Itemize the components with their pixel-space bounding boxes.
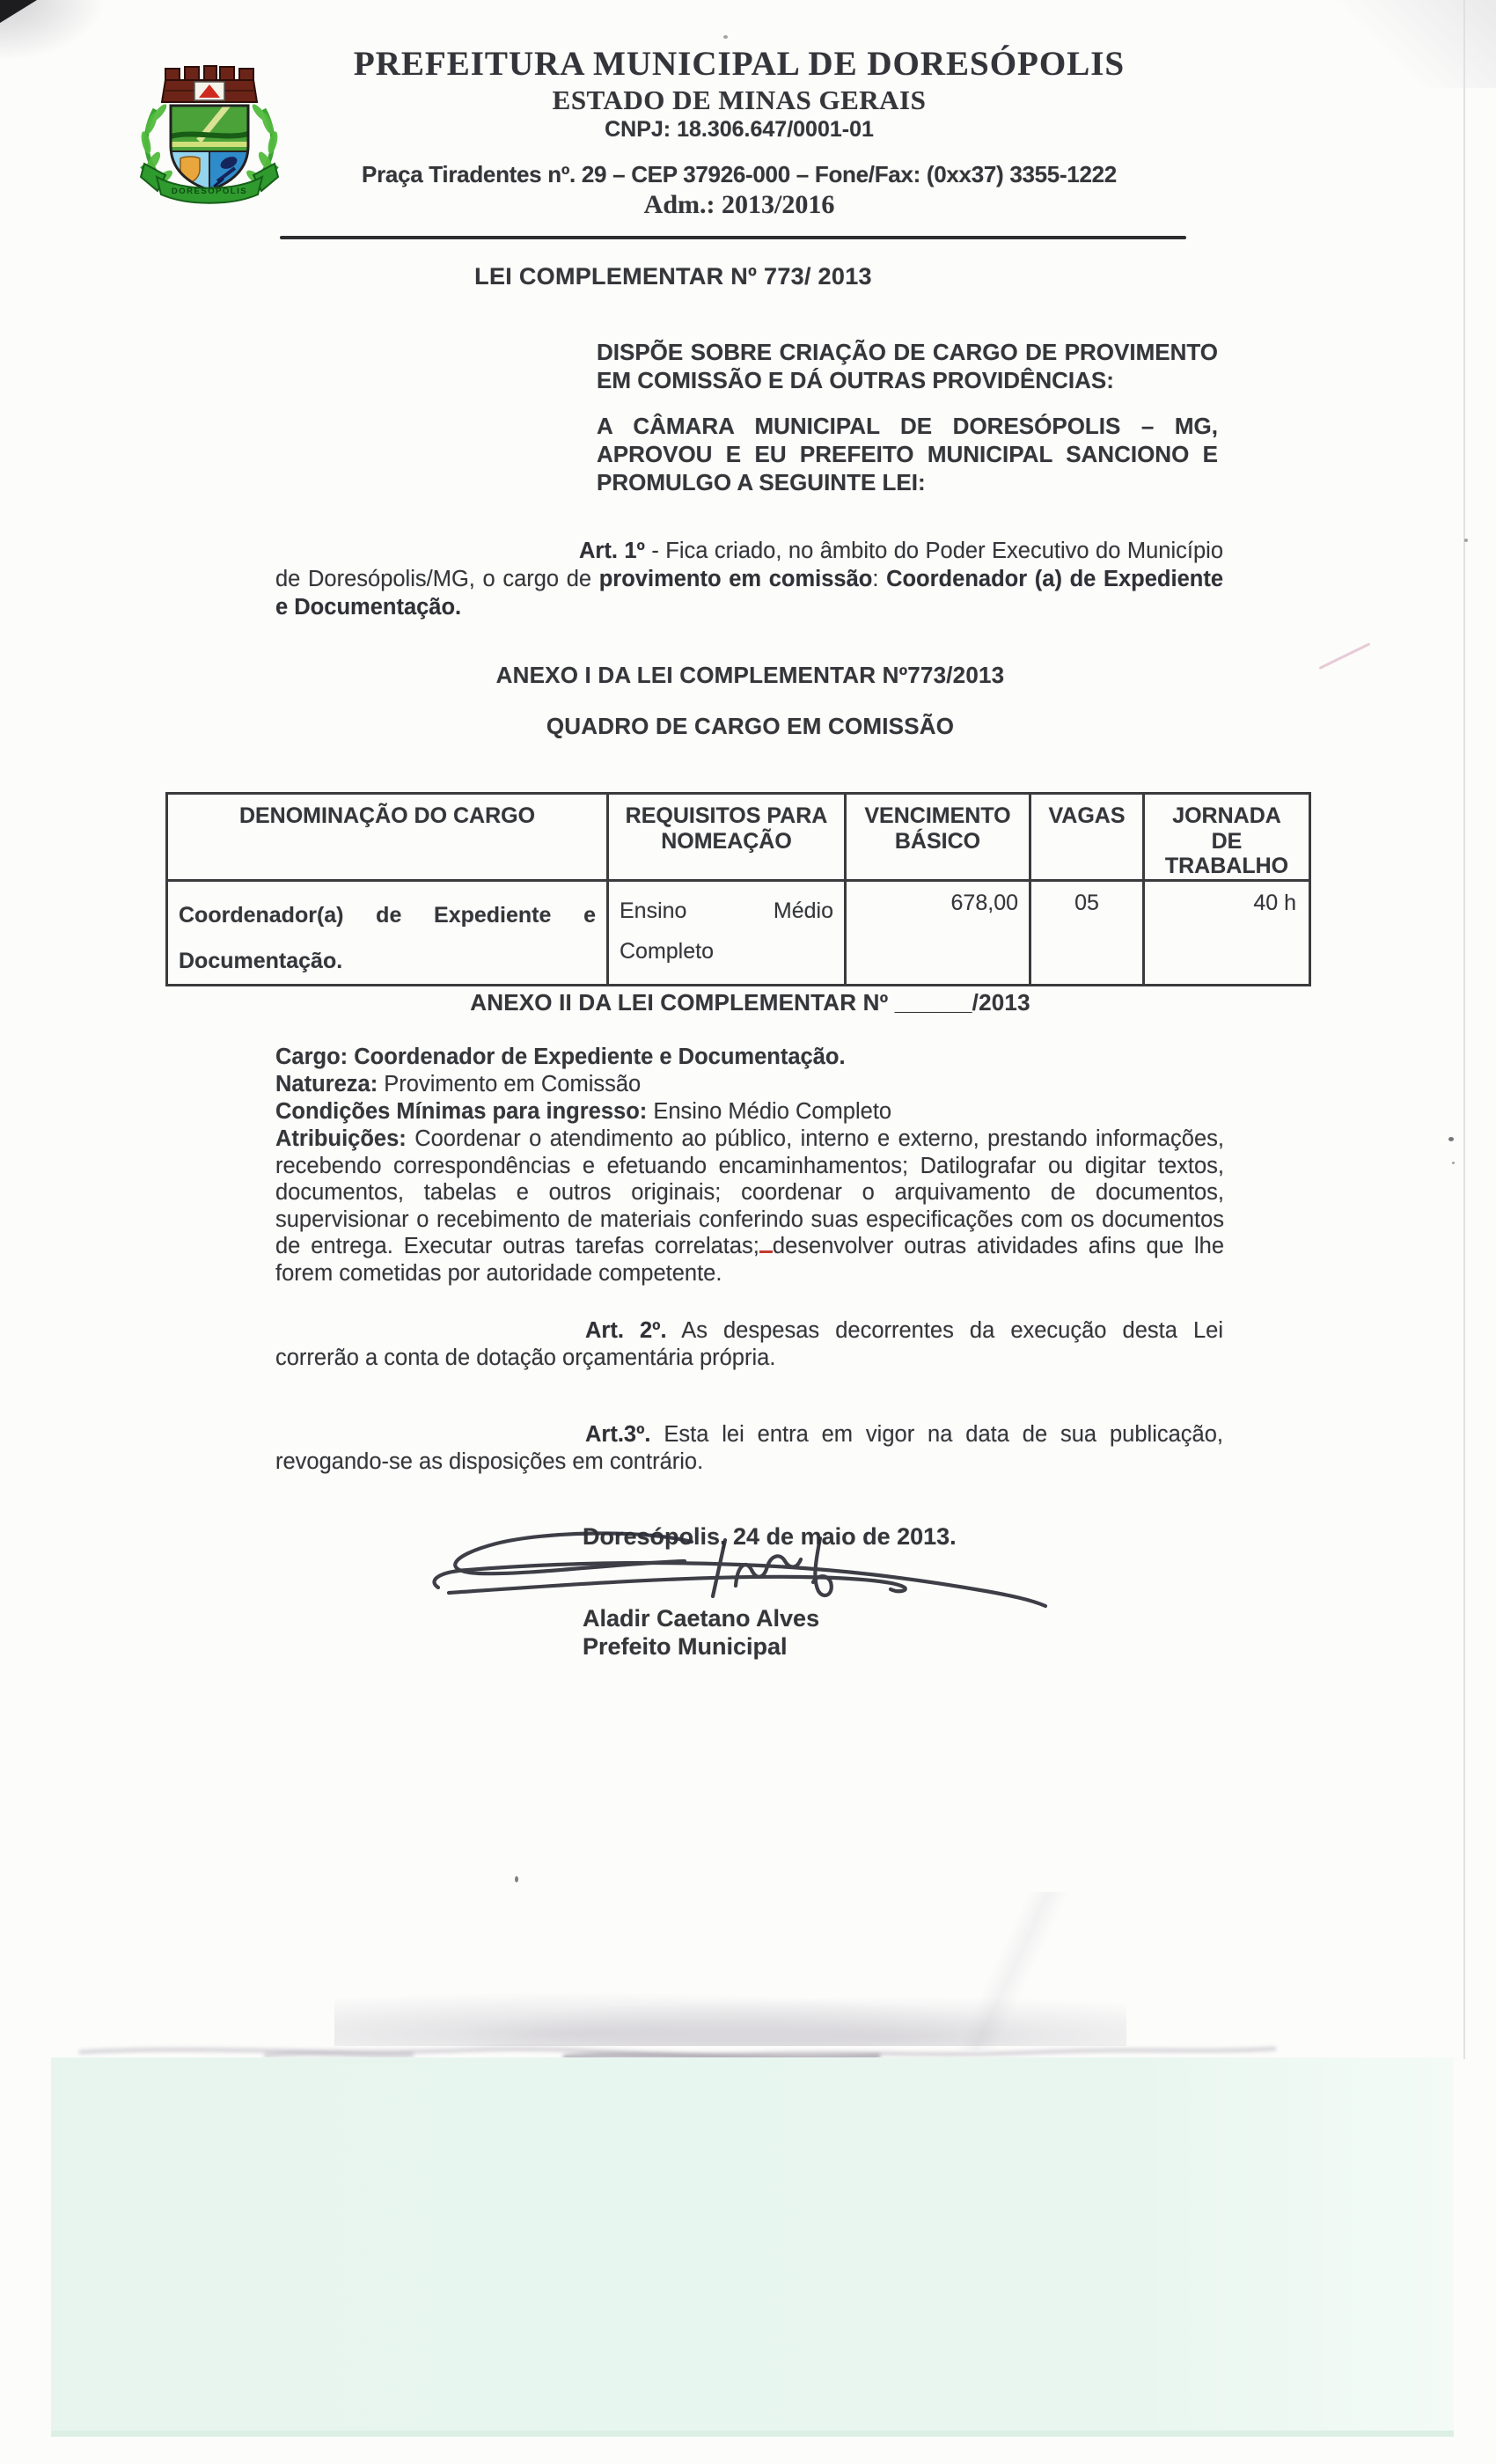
law-summary: DISPÕE SOBRE CRIAÇÃO DE CARGO DE PROVIMENTO EM COMISSÃO E DÁ OUTRAS PROVIDÊNCIAS: [597, 339, 1218, 393]
article-3 [275, 1421, 1223, 1476]
signer-name: Aladir Caetano Alves [583, 1605, 820, 1632]
cell-vagas: 05 [1030, 880, 1144, 985]
col-header-vencimento: VENCIMENTO BÁSICO [846, 794, 1030, 881]
article-1-bold-position: Coordenador (a) de Expediente e Documentação. [275, 567, 1223, 620]
article-3-text: Esta lei entra em vigor na data de sua publicação, revogando-se as disposições em contrário. [275, 1422, 1223, 1474]
cell-jornada: 40 h [1144, 880, 1310, 985]
letterhead-municipality: PREFEITURA MUNICIPAL DE DORESÓPOLIS [353, 45, 1126, 83]
article-1-bold-commission: provimento em comissão [598, 567, 873, 591]
scan-speck [723, 35, 728, 39]
scan-speck [515, 1876, 518, 1882]
letterhead-cnpj: CNPJ: 18.306.647/0001-01 [605, 117, 874, 142]
coat-banner-text: DORESÓPOLIS [171, 187, 248, 196]
letterhead-address: Praça Tiradentes nº. 29 – CEP 37926-000 – Fone/Fax: (0xx37) 3355-1222 [362, 161, 1117, 187]
article-1-lead: Art. 1º [579, 539, 645, 563]
red-underline-mark [759, 1237, 773, 1253]
article-1-text: - Fica criado, no âmbito do Poder Executivo do Município de Doresópolis/MG, o cargo de [275, 539, 1223, 591]
dateline: Doresópolis, 24 de maio de 2013. [583, 1523, 957, 1550]
ficha-condicoes-value: Ensino Médio Completo [647, 1099, 892, 1124]
ficha-condicoes-label: Condições Mínimas para ingresso: [275, 1099, 648, 1124]
paper-crease-mark [1319, 642, 1371, 670]
ficha-condicoes [275, 1098, 1224, 1126]
ficha-atribuicoes-label: Atribuições: [275, 1126, 407, 1151]
scan-speck [1448, 1137, 1454, 1141]
article-3-lead: Art.3º. [585, 1422, 651, 1447]
signature-scribble [422, 1522, 1091, 1615]
letterhead-divider [280, 236, 1186, 239]
ficha-atribuicoes-text-1: Coordenar o atendimento ao público, interno e externo, prestando informações, recebendo correspondências e efetuando encaminhamentos; Datilografar ou digitar textos, documentos, tabelas e outros originais; coordenar o arquivamento de documentos, supervisionar o recebimento de materiais conferindo suas especificações com os documentos de entrega. Executar outras tarefas correlatas; [275, 1126, 1224, 1258]
cell-requisitos: Ensino Médio Completo [608, 880, 846, 985]
scanner-background-band [51, 2057, 1454, 2436]
table-header-row [167, 794, 1310, 881]
law-enactment: A CÂMARA MUNICIPAL DE DORESÓPOLIS – MG, APROVOU E EU PREFEITO MUNICIPAL SANCIONO E PROMULGO A SEGUINTE LEI: [597, 413, 1218, 495]
article-2-text: As despesas decorrentes da execução desta Lei correrão a conta de dotação orçamentária própria. [275, 1318, 1223, 1370]
ficha-natureza-value: Provimento em Comissão [378, 1072, 642, 1096]
col-header-requisitos: REQUISITOS PARA NOMEAÇÃO [608, 794, 846, 881]
ficha-atribuicoes [275, 1126, 1224, 1287]
scan-speck [1452, 1162, 1455, 1164]
paper-right-edge [1463, 0, 1465, 2059]
scanner-band-edge [51, 2431, 1454, 2437]
signer-title: Prefeito Municipal [583, 1633, 788, 1660]
col-header-vagas: VAGAS [1030, 794, 1144, 881]
anexo-1-subtitle: QUADRO DE CARGO EM COMISSÃO [546, 713, 955, 739]
col-header-jornada: JORNADA DE TRABALHO [1144, 794, 1310, 881]
scan-speck [1464, 539, 1468, 542]
cell-cargo: Coordenador(a) de Expediente e Documentação. [167, 880, 608, 985]
ficha-atribuicoes-text-2: desenvolver outras atividades afins que lhe forem cometidas por autoridade competente. [275, 1234, 1224, 1286]
position-table [165, 792, 1311, 986]
anexo-1-title: ANEXO I DA LEI COMPLEMENTAR Nº773/2013 [495, 662, 1005, 688]
ficha-cargo-value: Coordenador de Expediente e Documentação. [348, 1045, 846, 1069]
ficha-natureza-label: Natureza: [275, 1072, 378, 1096]
table-row [167, 880, 1310, 985]
job-description-block [275, 1044, 1224, 1287]
law-title: LEI COMPLEMENTAR Nº 773/ 2013 [474, 263, 872, 290]
col-header-denominacao: DENOMINAÇÃO DO CARGO [167, 794, 608, 881]
ficha-cargo [275, 1044, 1224, 1071]
ficha-natureza [275, 1071, 1224, 1098]
cell-vencimento: 678,00 [846, 880, 1030, 985]
article-1-separator: : [872, 567, 887, 591]
ficha-cargo-label: Cargo: [275, 1045, 348, 1069]
anexo-2-title: ANEXO II DA LEI COMPLEMENTAR Nº ______/2013 [470, 989, 1030, 1016]
article-1 [275, 537, 1223, 621]
letterhead-administration: Adm.: 2013/2016 [643, 190, 835, 219]
article-2-lead: Art. 2º. [585, 1318, 667, 1343]
article-2 [275, 1317, 1223, 1372]
letterhead-state: ESTADO DE MINAS GERAIS [552, 84, 927, 115]
coat-of-arms-icon [130, 55, 289, 206]
